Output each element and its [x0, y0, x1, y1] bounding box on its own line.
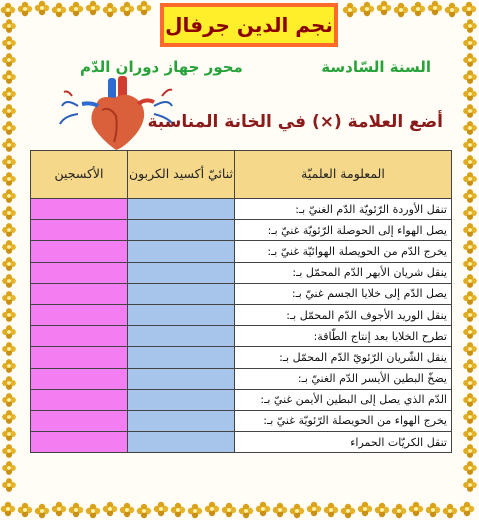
row-info-text: تنقل الأوردة الرّئويّة الدّم الغنيّ بـ:: [235, 199, 452, 220]
title-banner: [160, 3, 338, 47]
co2-answer-cell[interactable]: [128, 220, 235, 241]
row-info-text: يصل الدّم إلى خلايا الجسم غنيّ بـ:: [235, 283, 452, 304]
oxygen-answer-cell[interactable]: [31, 389, 128, 410]
row-info-text: تطرح الخلايا بعد إنتاج الطّاقة:: [235, 326, 452, 347]
oxygen-answer-cell[interactable]: [31, 410, 128, 431]
row-info-text: تنقل الكريّات الحمراء: [235, 432, 452, 453]
oxygen-answer-cell[interactable]: [31, 262, 128, 283]
oxygen-answer-cell[interactable]: [31, 220, 128, 241]
header-info: المعلومة العلميّة: [235, 151, 452, 199]
table-row: [31, 199, 452, 220]
science-table: [30, 150, 452, 453]
row-info-text: يخرج الدّم من الحويصلة الهوائيّة غنيّ بـ:: [235, 241, 452, 262]
table-row: [31, 326, 452, 347]
table-row: [31, 389, 452, 410]
row-info-text: يضخّ البطين الأيسر الدّم الغنيّ بـ:: [235, 368, 452, 389]
row-info-text: ينقل الوريد الأجوف الدّم المحمّل بـ:: [235, 304, 452, 325]
topic-label: محور جهاز دوران الدّم: [80, 58, 243, 76]
oxygen-answer-cell[interactable]: [31, 283, 128, 304]
table-row: [31, 410, 452, 431]
header-co2: ثنائيّ أكسيد الكربون: [128, 151, 235, 199]
oxygen-answer-cell[interactable]: [31, 199, 128, 220]
grade-label: السنة السّادسة: [321, 58, 431, 76]
co2-answer-cell[interactable]: [128, 241, 235, 262]
oxygen-answer-cell[interactable]: [31, 347, 128, 368]
co2-answer-cell[interactable]: [128, 389, 235, 410]
oxygen-answer-cell[interactable]: [31, 326, 128, 347]
co2-answer-cell[interactable]: [128, 283, 235, 304]
co2-answer-cell[interactable]: [128, 347, 235, 368]
oxygen-answer-cell[interactable]: [31, 368, 128, 389]
table-row: [31, 262, 452, 283]
row-info-text: يخرج الهواء من الحويصلة الرّئويّة غنيّ بـ:: [235, 410, 452, 431]
co2-answer-cell[interactable]: [128, 326, 235, 347]
co2-answer-cell[interactable]: [128, 304, 235, 325]
table-row: [31, 347, 452, 368]
row-info-text: ينقل شريان الأبهر الدّم المحمّل بـ:: [235, 262, 452, 283]
table-row: [31, 283, 452, 304]
oxygen-answer-cell[interactable]: [31, 241, 128, 262]
table-row: [31, 220, 452, 241]
oxygen-answer-cell[interactable]: [31, 304, 128, 325]
instruction-text: أضع العلامة (×) في الخانة المناسبة: [147, 112, 443, 132]
co2-answer-cell[interactable]: [128, 410, 235, 431]
table-row: [31, 241, 452, 262]
table-header-row: [31, 151, 452, 199]
author-name: نجم الدين جرفال: [165, 13, 333, 37]
co2-answer-cell[interactable]: [128, 262, 235, 283]
co2-answer-cell[interactable]: [128, 199, 235, 220]
co2-answer-cell[interactable]: [128, 432, 235, 453]
co2-answer-cell[interactable]: [128, 368, 235, 389]
row-info-text: يصل الهواء إلى الحوصلة الرّئويّة غنيّ بـ:: [235, 220, 452, 241]
header-o2: الأكسجين: [31, 151, 128, 199]
oxygen-answer-cell[interactable]: [31, 432, 128, 453]
table-row: [31, 368, 452, 389]
table-row: [31, 304, 452, 325]
table-row: [31, 432, 452, 453]
row-info-text: ينقل الشّريان الرّئويّ الدّم المحمّل بـ:: [235, 347, 452, 368]
row-info-text: الدّم الذي يصل إلى البطين الأيمن غنيّ بـ:: [235, 389, 452, 410]
